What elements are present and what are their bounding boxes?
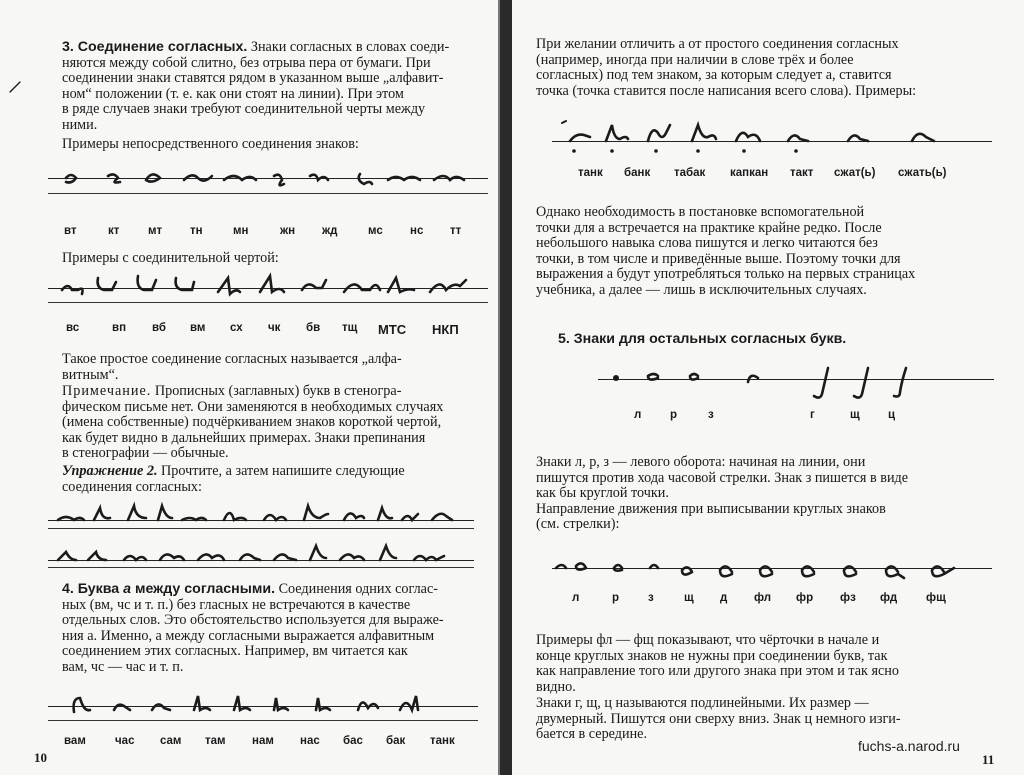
text-line: соединением этих согласных. Например, вм читается как (62, 643, 408, 660)
alphabetic-paragraph (62, 352, 494, 383)
text-line: выражения а будут употребляться только на первых страницах (536, 266, 916, 283)
label: чк (268, 322, 281, 334)
text-line: соединения согласных: (62, 478, 202, 495)
shorthand-other-consonants (598, 360, 998, 400)
text-line: конце круглых знаков не нужны при соединении букв, так (536, 647, 888, 664)
label: вам (64, 735, 86, 747)
text-line: в стенографии — обычные. (62, 445, 229, 462)
text-line: Однако необходимость в постановке вспомогательной (536, 204, 865, 220)
text-line: Знаки г, щ, ц называются подлинейными. Их размер — (536, 695, 869, 711)
text-line: Знаки согласных в словах соеди- (247, 39, 450, 55)
label: бас (343, 735, 363, 747)
text-line: как будет видно в дальнейших примерах. Знаки препинания (62, 429, 426, 446)
label: р (612, 592, 620, 604)
text-line: (например, иногда при наличии в слове трёх и более (536, 51, 854, 68)
label: г (810, 409, 815, 421)
heading-letter: а (123, 581, 132, 597)
label: ц (888, 409, 896, 421)
text-line: няются между собой слитно, без отрыва пера от бумаги. При (62, 54, 431, 71)
label: табак (674, 167, 706, 179)
text-line: видно. (536, 678, 576, 695)
text-line: Прописных (заглавных) букв в стеногра- (151, 383, 402, 399)
text-line: Знаки л, р, з — левого оборота: начиная на линии, они (536, 454, 866, 470)
label: фл (754, 592, 772, 604)
label: вп (112, 322, 127, 334)
shorthand-exercise-line-1 (48, 500, 474, 530)
label: д (720, 592, 728, 604)
shorthand-direct-connections (48, 166, 488, 196)
dot-rarity-paragraph (536, 205, 992, 299)
heading-part: 4. Буква (62, 581, 124, 597)
label: сам (160, 735, 182, 747)
label: танк (578, 167, 603, 179)
label: тт (450, 225, 462, 237)
label: з (648, 592, 654, 604)
watermark-url: fuchs-a.narod.ru (858, 738, 960, 754)
heading-part: между согласными. (131, 581, 276, 597)
dot-paragraph (536, 37, 992, 99)
label: нас (300, 735, 320, 747)
text-line: как направление того или другого знака при этом и так ясно (536, 663, 899, 680)
text-line: точки для а встречается на практике крайне редко. После (536, 219, 882, 236)
text-line: витным“. (62, 366, 119, 383)
label: л (572, 592, 580, 604)
label: капкан (730, 167, 769, 179)
right-page (512, 0, 1024, 775)
text-line: ними. (62, 116, 98, 133)
label: сх (230, 322, 243, 334)
label: сжат(ь) (834, 167, 876, 179)
label: фд (880, 592, 898, 604)
label: НКП (432, 322, 459, 337)
label: фщ (926, 592, 946, 604)
note-label: Примечание. (62, 383, 152, 399)
section-3-heading: 3. Соединение согласных. (62, 39, 248, 55)
label: мс (368, 225, 383, 237)
text-line: ных (вм, чс и т. п.) без гласных не встречаются в качестве (62, 596, 411, 613)
text-line: отдельных слов. Это обстоятельство используется для выраже- (62, 612, 444, 629)
text-line: (имена собственные) подчёркиванием знаков короткой чертой, (62, 414, 442, 431)
section-5-heading: 5. Знаки для остальных согласных букв. (558, 331, 847, 347)
section-4-paragraph (62, 582, 494, 676)
shorthand-vowel-a-examples (48, 690, 478, 724)
label: сжать(ь) (898, 167, 947, 179)
label: вт (64, 225, 77, 237)
round-signs-paragraph (536, 633, 992, 695)
label: такт (790, 167, 814, 179)
section-3-paragraph (62, 40, 494, 134)
label: л (634, 409, 642, 421)
label: р (670, 409, 678, 421)
page-number-left: 10 (34, 750, 47, 765)
label: тщ (342, 322, 358, 334)
text-line: вам, чс — час и т. п. (62, 658, 184, 675)
text-line: пишутся против хода часовой стрелки. Знак з пишется в виде (536, 469, 909, 486)
text-line: двумерный. Пишутся они сверху вниз. Знак ц немного изги- (536, 710, 901, 727)
text-line: Соединения одних соглас- (275, 581, 438, 597)
text-line: (см. стрелки): (536, 516, 620, 533)
text-line: При желании отличить а от простого соединения согласных (536, 36, 899, 52)
label: бак (386, 735, 406, 747)
text-line: как бы круглой точки. (536, 485, 669, 502)
text-line: в ряде случаев знаки требуют соединительной черты между (62, 101, 426, 118)
label: там (205, 735, 226, 747)
shorthand-dot-examples (552, 115, 992, 159)
label: з (708, 409, 714, 421)
text-line: точка (точка ставится после написания всего слова). Примеры: (536, 82, 917, 99)
text-line: фическом письме нет. Они заменяются в необходимых случаях (62, 398, 444, 415)
margin-mark (8, 78, 24, 94)
label: мт (148, 225, 163, 237)
text-line: небольшого навыка слова пишутся и легко читаются без (536, 235, 878, 252)
label: мн (233, 225, 249, 237)
text-line: Такое простое соединение согласных называется „алфа- (62, 351, 402, 367)
text-line: ном“ положении (т. е. как они стоят на линии). При этом (62, 85, 404, 102)
shorthand-round-signs (552, 552, 992, 582)
page-number-right: 11 (982, 752, 995, 767)
label: вб (152, 322, 167, 334)
label: щ (850, 409, 860, 421)
label: нс (410, 225, 424, 237)
label: фз (840, 592, 856, 604)
label: тн (190, 225, 203, 237)
connector-examples-caption: Примеры с соединительной чертой: (62, 250, 279, 266)
page-gutter (500, 0, 512, 775)
text-line: точки, в том числе и приведённые выше. Поэтому точки для (536, 250, 901, 267)
section-4-heading (62, 581, 275, 597)
label: фр (796, 592, 814, 604)
label: банк (624, 167, 651, 179)
text-line: бается в середине. (536, 726, 648, 743)
subline-signs-paragraph (536, 696, 992, 743)
label: бв (306, 322, 321, 334)
label: жн (280, 225, 296, 237)
text-line: соединении знаки ставятся рядом в указанном выше „алфавит- (62, 70, 444, 87)
label: щ (684, 592, 694, 604)
label: нам (252, 735, 274, 747)
label: кт (108, 225, 120, 237)
left-turn-paragraph (536, 455, 992, 533)
note-paragraph (62, 384, 494, 462)
direct-examples-caption: Примеры непосредственного соединения знаков: (62, 136, 359, 152)
text-line: Направление движения при выписывании круглых знаков (536, 500, 886, 517)
shorthand-connector-examples (48, 270, 488, 306)
text-line: учебника, а далее — лишь в исключительных случаях. (536, 281, 867, 298)
label: вм (190, 322, 206, 334)
left-page (0, 0, 500, 775)
exercise-2-heading: Упражнение 2. (62, 463, 158, 479)
label: МТС (378, 322, 407, 337)
shorthand-exercise-line-2 (48, 538, 474, 568)
exercise-2-paragraph (62, 464, 494, 495)
label: час (115, 735, 135, 747)
text-line: Примеры фл — фщ показывают, что чёрточки в начале и (536, 632, 880, 648)
text-line: согласных) под тем знаком, за которым следует а, ставится (536, 67, 892, 84)
label: танк (430, 735, 455, 747)
text-line: Прочтите, а затем напишите следующие (157, 463, 405, 479)
label: жд (322, 225, 338, 237)
label: вс (66, 322, 80, 334)
text-line: ния а. Именно, а между согласными выражается алфавитным (62, 627, 435, 644)
